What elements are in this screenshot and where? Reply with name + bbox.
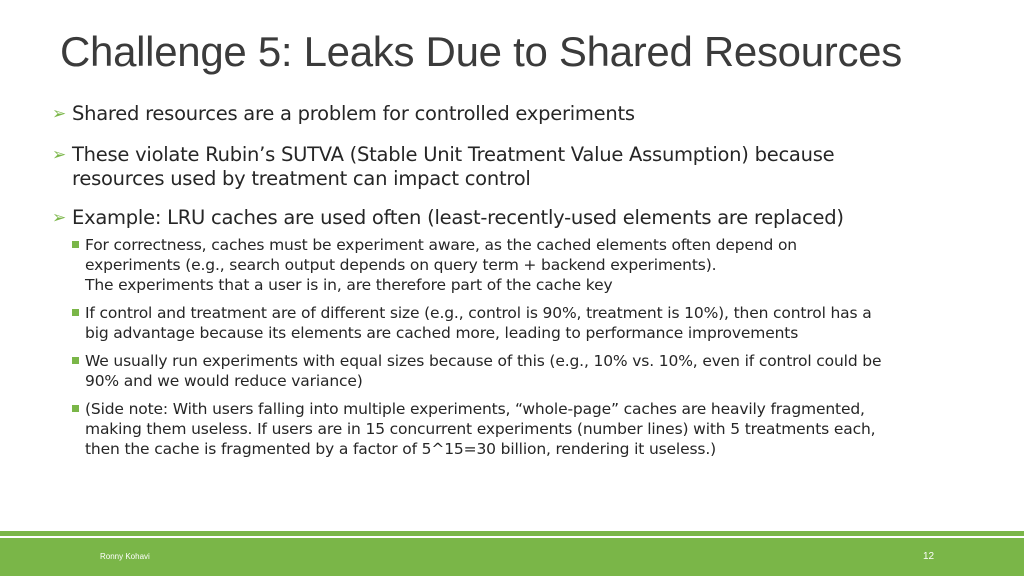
bullet-item (52, 143, 1024, 191)
square-bullet-icon (72, 357, 79, 364)
sub-bullet-text: big advantage because its elements are cached more, leading to performance improvements (85, 324, 799, 342)
bullet-text: resources used by treatment can impact control (72, 167, 531, 190)
bullet-item (52, 102, 1024, 126)
footer-accent-line (0, 531, 1024, 536)
bullet-text: Example: LRU caches are used often (least-recently-used elements are replaced) (72, 206, 844, 229)
arrow-bullet-icon: ➢ (52, 145, 66, 165)
sub-bullet-text: The experiments that a user is in, are therefore part of the cache key (85, 276, 613, 294)
footer-bar (0, 538, 1024, 576)
square-bullet-icon (72, 241, 79, 248)
bullet-item (52, 206, 1024, 230)
sub-bullet-text: then the cache is fragmented by a factor of 5^15=30 billion, rendering it useless.) (85, 440, 716, 458)
bullet-text: These violate Rubin’s SUTVA (Stable Unit Treatment Value Assumption) because (72, 143, 835, 166)
sub-bullet-text: experiments (e.g., search output depends on query term + backend experiments). (85, 256, 717, 274)
sub-bullet-text: We usually run experiments with equal sizes because of this (e.g., 10% vs. 10%, even if control could be (85, 352, 882, 370)
arrow-bullet-icon: ➢ (52, 104, 66, 124)
sub-bullet-text: If control and treatment are of different size (e.g., control is 90%, treatment is 10%), then control has a (85, 304, 872, 322)
arrow-bullet-icon: ➢ (52, 208, 66, 228)
bullet-text: Shared resources are a problem for controlled experiments (72, 102, 635, 125)
footer-author: Ronny Kohavi (100, 552, 150, 561)
sub-bullet-text: making them useless. If users are in 15 concurrent experiments (number lines) with 5 treatments each, (85, 420, 876, 438)
sub-bullet-item (72, 303, 1005, 343)
square-bullet-icon (72, 309, 79, 316)
sub-bullet-item (72, 351, 1005, 391)
sub-bullet-text: 90% and we would reduce variance) (85, 372, 363, 390)
square-bullet-icon (72, 405, 79, 412)
slide-title: Challenge 5: Leaks Due to Shared Resources (60, 28, 902, 75)
sub-bullet-item (72, 235, 1005, 295)
page-number: 12 (923, 551, 935, 562)
sub-bullet-item (72, 399, 1005, 459)
sub-bullet-text: For correctness, caches must be experiment aware, as the cached elements often depend on (85, 236, 797, 254)
sub-bullet-text: (Side note: With users falling into multiple experiments, “whole-page” caches are heavily fragmented, (85, 400, 865, 418)
